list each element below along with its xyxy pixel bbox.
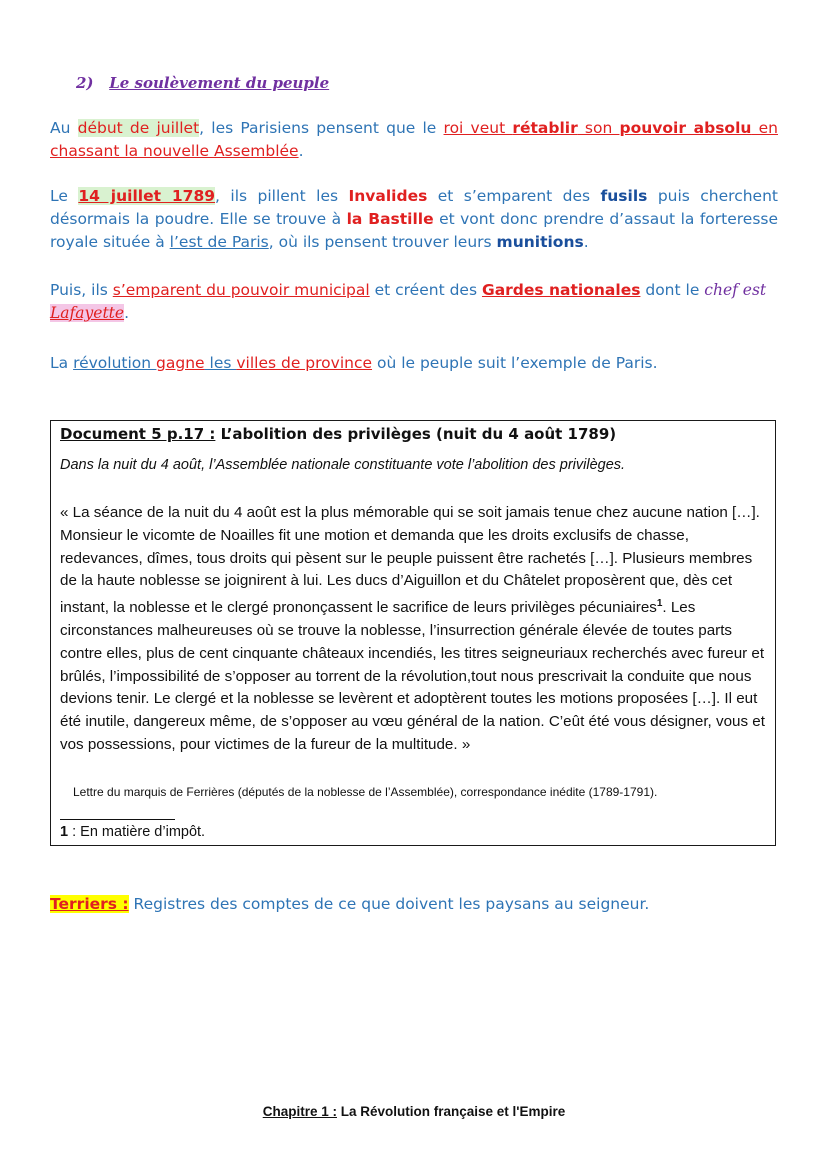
text: les [204, 354, 237, 372]
document-quote [60, 502, 768, 757]
emphasis-pouvoir-municipal: s’emparent du pouvoir municipal [112, 281, 370, 299]
paragraph-gardes-nationales [50, 279, 778, 325]
emphasis-gagne: gagne [156, 354, 205, 372]
emphasis-fusils: fusils [600, 187, 648, 205]
emphasis-retablir: rétablir [512, 119, 578, 137]
emphasis-munitions: munitions [496, 233, 584, 251]
text: Le [50, 187, 79, 205]
text: et s’emparent des [427, 187, 601, 205]
definition-term: Terriers : [50, 895, 129, 913]
emphasis-invalides: Invalides [348, 187, 428, 205]
document-title-text: L’abolition des privilèges (nuit du 4 août 1789) [215, 425, 617, 443]
section-number: 2) [76, 74, 94, 92]
text: La [50, 354, 74, 372]
document-source: Lettre du marquis de Ferrières (députés de la noblesse de l’Assemblée), correspondance inédite (1789-1791). [73, 785, 658, 799]
emphasis-pouvoir-absolu: pouvoir absolu [619, 119, 752, 137]
footnote-number: 1 [60, 824, 69, 840]
paragraph-revolution-province [50, 352, 778, 375]
document-title [60, 425, 616, 443]
footnote-marker: 1 [656, 598, 663, 610]
text: puis cherchent désormais la poudre. Elle se trouve à [50, 187, 778, 228]
footer-chapter-title: La Révolution française et l'Empire [336, 1104, 566, 1119]
paragraph-14-juillet [50, 185, 778, 254]
emphasis-chassant-assemblee: en chassant la nouvelle Assemblée [50, 119, 778, 160]
definition [50, 893, 778, 916]
footer-chapter-label: Chapitre 1 : [262, 1104, 337, 1119]
highlight-debut-juillet: début de juillet [77, 119, 200, 137]
text: où le peuple suit l’exemple de Paris. [372, 354, 658, 372]
text: son [577, 119, 620, 137]
emphasis-chef-est: chef est [704, 281, 767, 299]
quote-part-1: « La séance de la nuit du 4 août est la plus mémorable qui se soit jamais tenue chez aucune nation […]. Monsieur le vicomte de Noailles fit une motion et demanda que les droits exclusifs de chasse, redevances, dîmes, tous droits qui pèsent sur le peuple puissent être rachetés […]. Plusieurs membres de la haute noblesse se joignirent à lui. Les ducs d’Aiguillon et du Châtelet proposèrent que, dès cet instant, la noblesse et le clergé prononçassent le sacrifice de leurs privilèges pécuniaires [60, 504, 760, 617]
text: . [583, 233, 589, 251]
text: et créent des [369, 281, 482, 299]
document-intro: Dans la nuit du 4 août, l’Assemblée nationale constituante vote l’abolition des privilèges. [60, 457, 626, 473]
footnote-text: : En matière d’impôt. [68, 824, 206, 840]
section-heading [76, 74, 329, 92]
document-box [50, 420, 776, 846]
text: Puis, ils [50, 281, 113, 299]
emphasis-roi-veut: roi veut [443, 119, 513, 137]
text: , les Parisiens pensent que le [199, 119, 444, 137]
highlight-lafayette: Lafayette [50, 304, 125, 322]
emphasis-villes-province: villes de province [236, 354, 373, 372]
text: . [298, 142, 304, 160]
emphasis-bastille: la Bastille [346, 210, 434, 228]
footnote [60, 824, 205, 840]
page-footer [0, 1104, 828, 1119]
quote-part-2: . Les circonstances malheureuses où se trouve la noblesse, l’insurrection générale élevée de toutes parts contre elles, plus de cent cinquante châteaux incendiés, les titres seigneuriaux recherchés avec fureur et brûlés, l’impossibilité de s’opposer au torrent de la révolution,tout nous prescrivait la conduite que nous devions tenir. Le clergé et la noblesse se levèrent et adoptèrent toutes les motions proposées […]. Il eut été inutile, dangereux même, de s’opposer au vœu général de la nation. C’eût été vous désigner, vous et vos possessions, pour victimes de la fureur de la multitude. » [60, 599, 765, 754]
text: , ils pillent les [215, 187, 349, 205]
text: dont le [640, 281, 705, 299]
highlight-date-14-juillet: 14 juillet 1789 [78, 187, 216, 205]
text: . [124, 304, 130, 322]
emphasis-gardes-nationales: Gardes nationales [481, 281, 641, 299]
paragraph-july [50, 117, 778, 163]
section-title: Le soulèvement du peuple [109, 74, 330, 92]
text: , où ils pensent trouver leurs [268, 233, 497, 251]
definition-text: Registres des comptes de ce que doivent les paysans au seigneur. [128, 895, 650, 913]
text: et vont donc prendre d’assaut la forteresse royale située à [50, 210, 778, 251]
emphasis-est-de-paris: l’est de Paris [169, 233, 269, 251]
footnote-divider [60, 819, 175, 820]
document-reference: Document 5 p.17 : [60, 425, 216, 443]
emphasis-revolution: révolution [73, 354, 157, 372]
text: Au [50, 119, 78, 137]
